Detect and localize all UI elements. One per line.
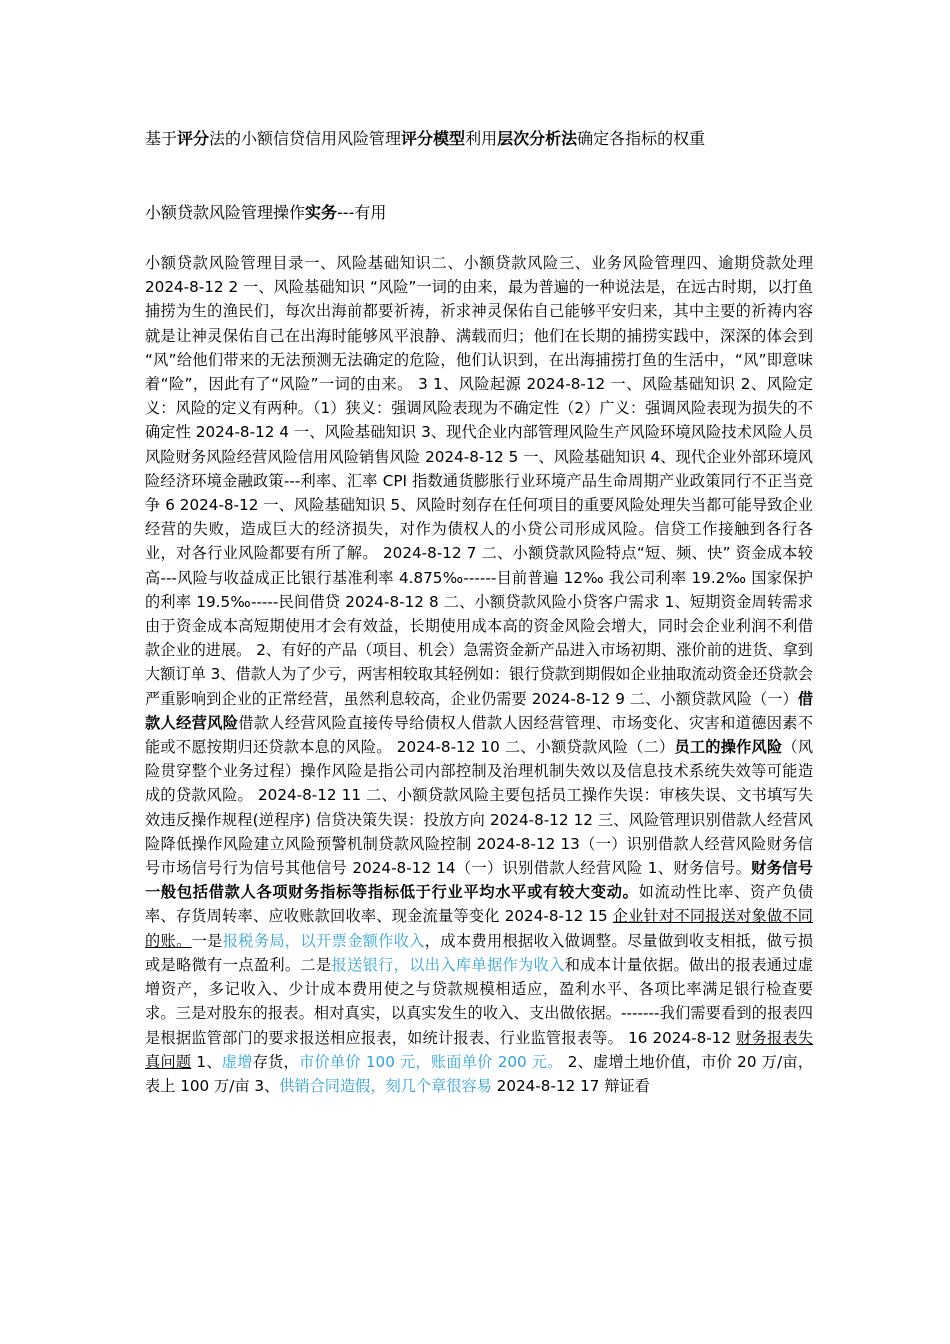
body-segment: 报税务局，以开票金额作收入 <box>222 931 425 950</box>
body-segment: 借款人经营风险直接传导给债权人借款人因经营管理、市场变化、灾害和道德因素不能或不愿按期归还贷款本息的风险。 2024-8-12 10 二、小额贷款风险（二） <box>145 713 814 757</box>
body-segment: 虚增 <box>221 1052 253 1071</box>
title-segment: 确定各指标的权重 <box>577 129 706 148</box>
body-segment: （风险贯穿整个业务过程）操作风险是指公司内部控制及治理机制失效以及信息技术系统失效等可能造成的贷款风险。 2024-8-12 11 二、小额贷款风险主要包括员工操作失误：审核失误、文书填写失效违反操作规程(逆程序) 信贷决策失误：投放方向 2024-8-12 12 三、风险管理识别借款人经营风险降低操作风险建立风险预警机制贷款风险控制 2024-8-12 13（一）识别借款人经营风险财务信号市场信号行为信号其他信号 2024-8-12 14（一）识别借款人经营风险 1、财务信号。 <box>145 738 814 878</box>
body-segment: 存货， <box>252 1052 300 1071</box>
body-segment: 2024-8-12 17 辩证看 <box>491 1076 650 1095</box>
body-segment: 报送银行，以出入库单据作为收入 <box>331 955 565 974</box>
body-segment: 借款人经营风险 <box>145 689 813 732</box>
subtitle-segment: ---有用 <box>337 203 387 222</box>
body-segment: 员工的操作风险 <box>674 738 783 757</box>
subtitle-segment: 小额贷款风险管理操作 <box>145 203 306 222</box>
body-segment: 2、虚增土地价值，市价 20 万/亩，表上 100 万/亩 3、 <box>145 1052 814 1095</box>
body-segment: 企业针对不同报送对象做不同的账。 <box>145 907 813 950</box>
document-subtitle <box>145 202 825 224</box>
body-segment: 1、 <box>191 1052 222 1071</box>
body-segment: 市价单价 100 元，账面单价 200 元。 <box>299 1052 563 1071</box>
body-segment: 一是 <box>191 931 223 950</box>
body-segment: 和成本计量依据。做出的报表通过虚增资产，多记收入、少计成本费用使之与贷款规模相适应，盈利水平、各项比率满足银行检查要求。三是对股东的报表。相对真实，以真实发生的收入、支出做依据。-------我们需要看到的报表四是根据监管部门的要求报送相应报表，如统计报表、行业监管报表等。 16 2024-8-12 <box>145 955 814 1047</box>
title-segment: 法的小额信贷信用风险管理 <box>209 129 402 148</box>
body-segment: 供销合同造假，刻几个章很容易 <box>279 1076 492 1095</box>
title-segment: 评分 <box>177 129 210 148</box>
body-segment: ，成本费用根据收入做调整。尽量做到收支相抵，做亏损或是略微有一点盈利。二是 <box>145 931 814 974</box>
title-segment: 基于 <box>145 129 178 148</box>
document-body <box>145 251 813 1098</box>
title-segment: 评分模型 <box>401 129 466 148</box>
body-segment: 财务信号一般包括借款人各项财务指标等指标低于行业平均水平或有较大变动。 <box>145 859 813 902</box>
body-segment: 财务报表失真问题 <box>145 1028 813 1071</box>
document-title <box>145 128 825 150</box>
title-segment: 层次分析法 <box>497 129 578 148</box>
subtitle-segment: 实务 <box>305 203 338 222</box>
body-segment: 如流动性比率、资产负债率、存货周转率、应收账款回收率、现金流量等变化 2024-8-12 15 <box>145 883 814 926</box>
title-segment: 利用 <box>465 129 498 148</box>
body-segment: 小额贷款风险管理目录一、风险基础知识二、小额贷款风险三、业务风险管理四、逾期贷款处理 2024-8-12 2 一、风险基础知识 “风险”一词的由来，最为普遍的一种说法是，在远古时期，以打鱼捕捞为生的渔民们，每次出海前都要祈祷，祈求神灵保佑自己能够平安归来，其中主要的祈祷内容就是让神灵保佑自己在出海时能够风平浪静、满载而归；他们在长期的捕捞实践中，深深的体会到 “风”给他们带来的无法预测无法确定的危险，他们认识到，在出海捕捞打鱼的生活中，“风”即意味着“险”，因此有了“风险”一词的由来。 3 1、风险起源 2024-8-12 一、风险基础知识 2、风险定义：风险的定义有两种。（1）狭义：强调风险表现为不确定性（2）广义：强调风险表现为损失的不确定性 2024-8-12 4 一、风险基础知识 3、现代企业内部管理风险生产风险环境风险技术风险人员风险财务风险经营风险信用风险销售风险 2024-8-12 5 一、风险基础知识 4、现代企业外部环境风险经济环境金融政策---利率、汇率 CPI 指数通货膨胀行业环境产品生命周期产业政策同行不正当竞争 6 2024-8-12 一、风险基础知识 5、风险时刻存在任何项目的重要风险处理失当都可能导致企业经营的失败，造成巨大的经济损失，对作为债权人的小贷公司形成风险。信贷工作接触到各行各业，对各行业风险都要有所了解。 2024-8-12 7 二、小额贷款风险特点“短、频、快” 资金成本较高---风险与收益成正比银行基准利率 4.875‰------目前普遍 12‰ 我公司利率 19.2‰ 国家保护的利率 19.5‰-----民间借贷 2024-8-12 8 二、小额贷款风险小贷客户需求 1、短期资金周转需求由于资金成本高短期使用才会有效益，长期使用成本高的资金风险会增大，同时会企业利润不利借款企业的进展。 2、有好的产品（项目、机会）急需资金新产品进入市场初期、涨价前的进货、拿到大额订单 3、借款人为了少亏，两害相较取其轻例如：银行贷款到期假如企业抽取流动资金还贷款会严重影响到企业的正常经营，虽然利息较高，企业仍需要 2024-8-12 9 二、小额贷款风险（一） <box>145 254 813 708</box>
